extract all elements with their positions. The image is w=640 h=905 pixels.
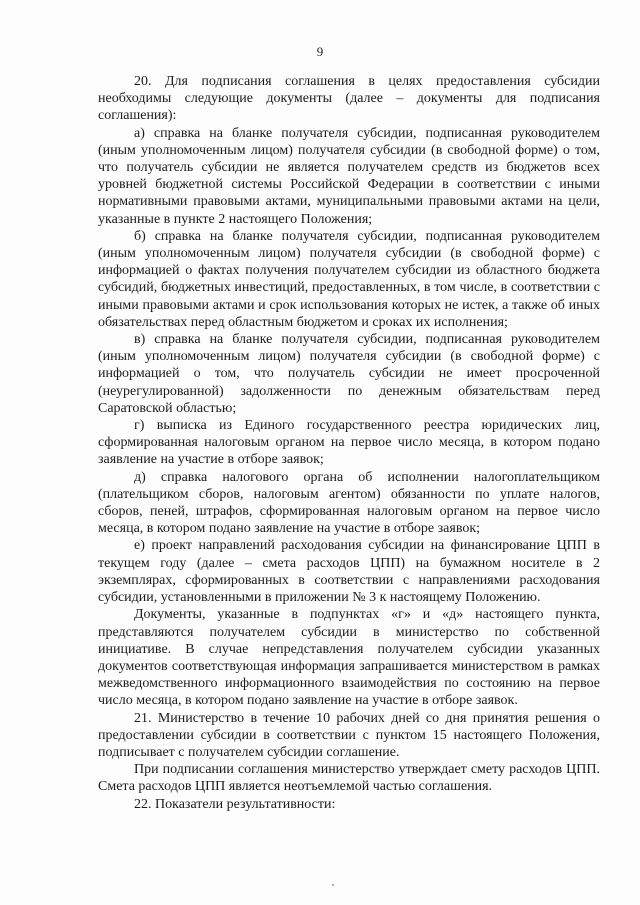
scan-speck [332, 884, 334, 886]
paragraph-22: 22. Показатели результативности: [134, 796, 336, 812]
paragraph-21: 21. Министерство в течение 10 рабочих дней со дня принятия решения о предоставлении субсидии в соответствии с пунктом 15 настоящего Положения, подписывает с получателем субсидии соглашение. [98, 710, 600, 760]
paragraph-20: 20. Для подписания соглашения в целях предоставления субсидии необходимы следующие документы (далее – документы для подписания соглашения): [98, 74, 600, 124]
item-d: д) справка налогового органа об исполнении налогоплательщиком (плательщиком сборов, налоговым агентом) обязанности по уплате налогов, сборов, пеней, штрафов, сформированная налоговым органом на первое число месяца, в котором подано заявление на участие в отборе заявок; [98, 469, 600, 537]
estimate-note: При подписании соглашения министерство утверждает смету расходов ЦПП. Смета расходов ЦПП является неотъемлемой частью соглашения. [98, 762, 600, 795]
item-g: г) выписка из Единого государственного реестра юридических лиц, сформированная налоговым органом на первое число месяца, в котором подано заявление на участие в отборе заявок; [98, 418, 600, 468]
item-v: в) справка на бланке получателя субсидии, подписанная руководителем (иным уполномоченным лицом) получателя субсидии (в свободной форме) с информацией о том, что получатель субсидии не имеет просроченной (неурегулированной) задолженности по денежным обязательствам перед Саратовской областью; [98, 332, 600, 416]
documents-note: Документы, указанные в подпунктах «г» и «д» настоящего пункта, представляются получателем субсидии в министерство по собственной инициативе. В случае непредставления получателем субсидии указанных документов соответствующая информация запрашивается министерством в рамках межведомственного информационного взаимодействия по состоянию на первое число месяца, в котором подано заявление на участие в отборе заявок. [98, 607, 600, 709]
item-a: а) справка на бланке получателя субсидии, подписанная руководителем (иным уполномоченным лицом) получателя субсидии (в свободной форме) о том, что получатель субсидии не является получателем средств из бюджетов всех уровней бюджетной системы Российской Федерации в соответствии с иными нормативными правовыми актами, муниципальными правовыми актами на цели, указанные в пункте 2 настоящего Положения; [98, 125, 600, 227]
document-body [98, 73, 600, 813]
item-b: б) справка на бланке получателя субсидии, подписанная руководителем (иным уполномоченным лицом) получателя субсидии (в свободной форме) с информацией о фактах получения получателем субсидии из областного бюджета субсидий, бюджетных инвестиций, предоставленных, в том числе, в соответствии с иными правовыми актами и срок использования которых не истек, а также об иных обязательствах перед областным бюджетом и сроках их исполнения; [98, 228, 600, 330]
page-number: 9 [316, 44, 324, 59]
item-e: е) проект направлений расходования субсидии на финансирование ЦПП в текущем году (далее – смета расходов ЦПП) на бумажном носителе в 2 экземплярах, сформированных в соответствии с направлениями расходования субсидии, установленными в приложении № 3 к настоящему Положению. [98, 538, 600, 606]
